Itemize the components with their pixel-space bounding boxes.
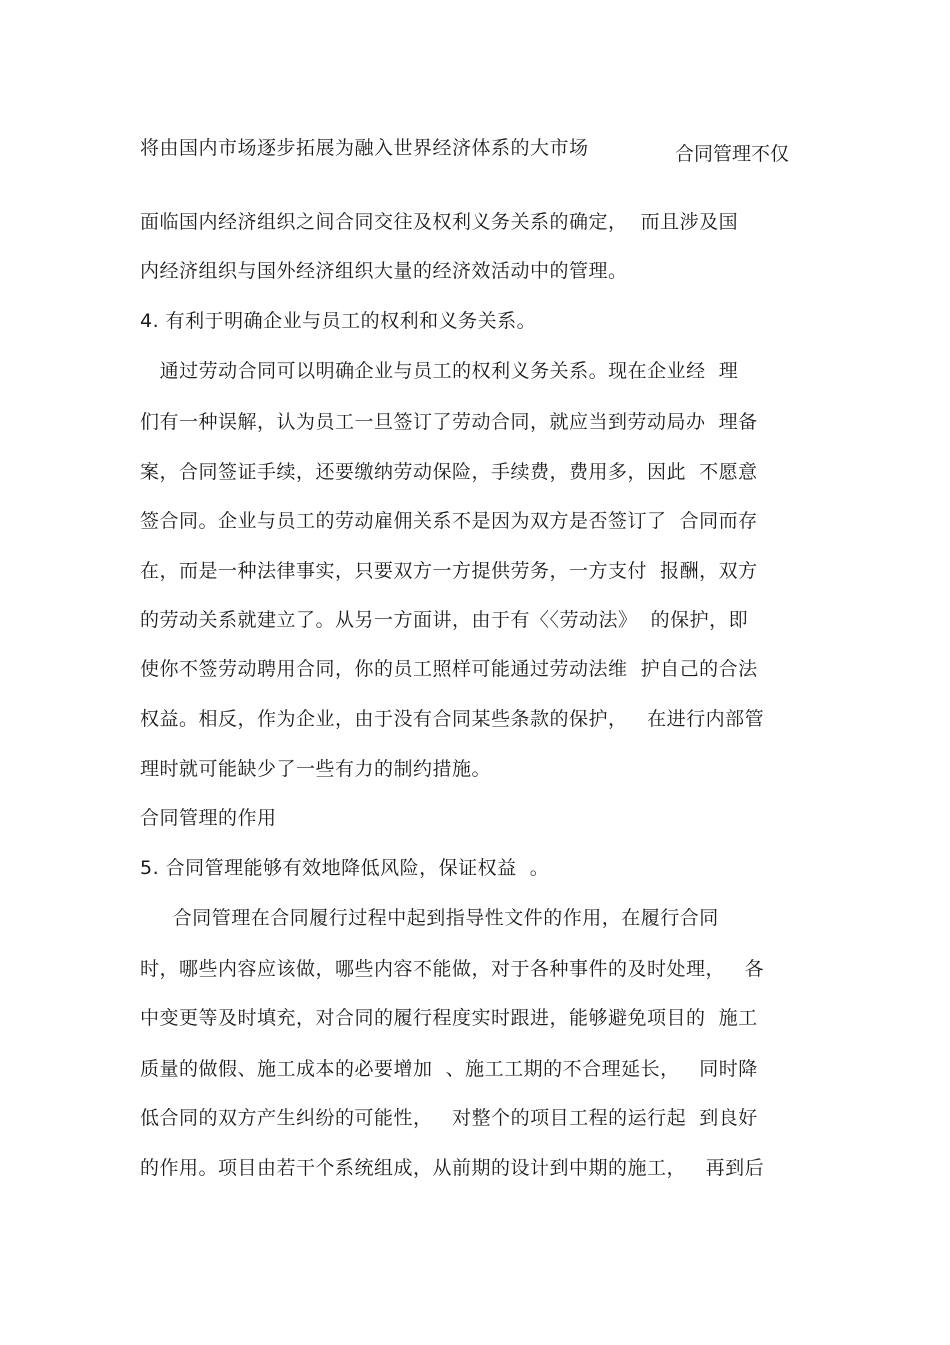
text-line-fragment: 合同管理不仅: [675, 143, 790, 165]
text-line: 案，合同签证手续，还要缴纳劳动保险，手续费，费用多，因此 不愿意: [140, 461, 758, 483]
text-line: 面临国内经济组织之间合同交往及权利义务关系的确定， 而且涉及国: [140, 211, 739, 233]
text-line: 使你不签劳动聘用合同，你的员工照样可能通过劳动法维 护自己的合法: [140, 658, 758, 680]
text-line: 低合同的双方产生纠纷的可能性， 对整个的项目工程的运行起 到良好: [140, 1107, 758, 1129]
text-line: 合同管理在合同履行过程中起到指导性文件的作用，在履行合同: [140, 907, 719, 929]
text-line: 通过劳动合同可以明确企业与员工的权利义务关系。现在企业经 理: [140, 360, 739, 382]
section-heading: 合同管理的作用: [140, 807, 277, 829]
text-line: 质量的做假、施工成本的必要增加 、施工工期的不合理延长， 同时降: [140, 1058, 758, 1080]
numbered-heading: 4. 有利于明确企业与员工的权利和义务关系。: [140, 310, 537, 332]
text-line: 理时就可能缺少了一些有力的制约措施。: [140, 758, 492, 780]
text-line: 在，而是一种法律事实，只要双方一方提供劳务，一方支付 报酬，双方: [140, 560, 758, 582]
text-line: 的劳动关系就建立了。从另一方面讲，由于有〈〈劳动法》 的保护，即: [140, 609, 749, 631]
text-line: 中变更等及时填充，对合同的履行程度实时跟进，能够避免项目的 施工: [140, 1007, 758, 1029]
numbered-heading: 5. 合同管理能够有效地降低风险，保证权益 。: [140, 857, 550, 879]
text-line: 的作用。项目由若干个系统组成，从前期的设计到中期的施工， 再到后: [140, 1157, 765, 1179]
text-line: 将由国内市场逐步拓展为融入世界经济体系的大市场: [140, 137, 589, 159]
text-line: 们有一种误解，认为员工一旦签订了劳动合同，就应当到劳动局办 理备: [140, 411, 758, 433]
text-line: 时，哪些内容应该做，哪些内容不能做，对于各种事件的及时处理， 各: [140, 958, 765, 980]
text-line: 签合同。企业与员工的劳动雇佣关系不是因为双方是否签订了 合同而存: [140, 510, 758, 532]
text-line: 内经济组织与国外经济组织大量的经济效活动中的管理。: [140, 260, 628, 282]
text-line: 权益。相反，作为企业，由于没有合同某些条款的保护， 在进行内部管: [140, 708, 765, 730]
